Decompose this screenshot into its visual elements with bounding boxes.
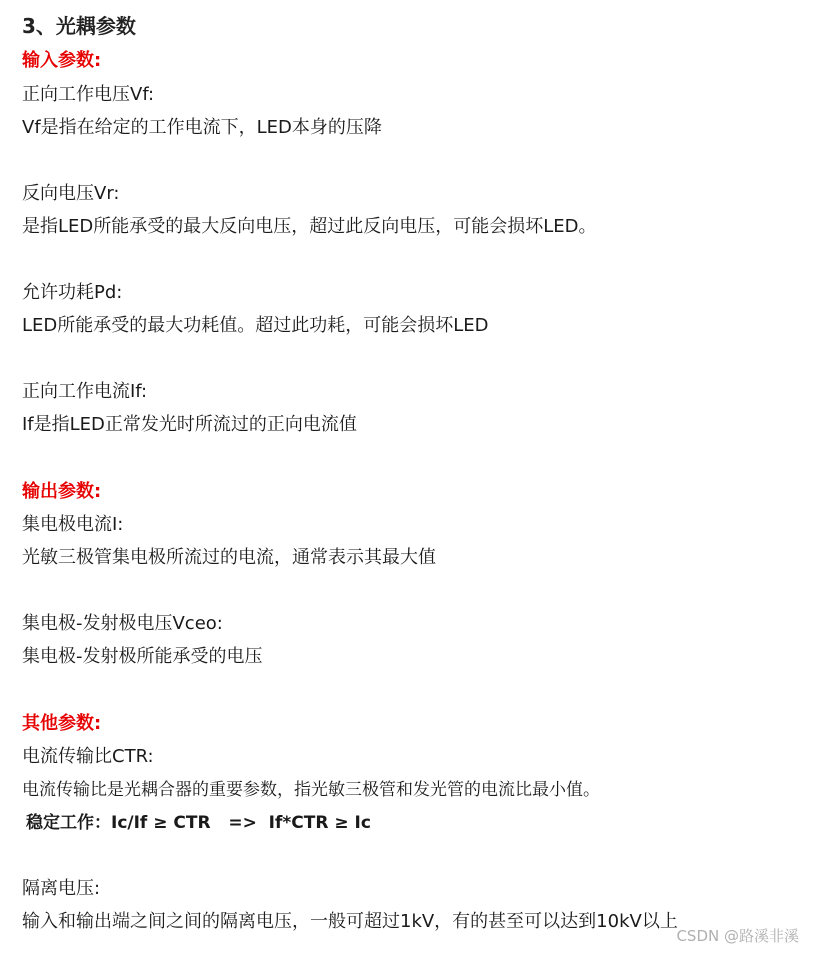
if-label: 正向工作电流If: (22, 381, 148, 402)
ctr-label: 电流传输比CTR: (22, 746, 154, 767)
input-params-heading: 输入参数: (22, 50, 102, 71)
vr-desc: 是指LED所能承受的最大反向电压，超过此反向电压，可能会损坏LED。 (22, 216, 597, 237)
ctr-desc: 电流传输比是光耦合器的重要参数，指光敏三极管和发光管的电流比最小值。 (22, 780, 600, 800)
ctr-formula: 稳定工作：Ic/If ≥ CTR => If*CTR ≥ Ic (26, 813, 371, 833)
csdn-watermark: CSDN @路溪非溪 (676, 927, 799, 945)
output-params-heading: 输出参数: (22, 481, 102, 502)
section-title: 3、光耦参数 (22, 14, 136, 38)
vceo-desc: 集电极-发射极所能承受的电压 (22, 646, 263, 667)
other-params-heading: 其他参数: (22, 713, 102, 734)
ic-label: 集电极电流I: (22, 514, 124, 535)
isolation-desc: 输入和输出端之间之间的隔离电压，一般可超过1kV，有的甚至可以达到10kV以上 (22, 911, 678, 932)
vceo-label: 集电极-发射极电压Vceo: (22, 613, 223, 634)
if-desc: If是指LED正常发光时所流过的正向电流值 (22, 414, 357, 435)
isolation-label: 隔离电压: (22, 878, 101, 899)
vr-label: 反向电压Vr: (22, 183, 120, 204)
pd-desc: LED所能承受的最大功耗值。超过此功耗，可能会损坏LED (22, 315, 489, 336)
pd-label: 允许功耗Pd: (22, 282, 123, 303)
vf-desc: Vf是指在给定的工作电流下，LED本身的压降 (22, 117, 382, 138)
vf-label: 正向工作电压Vf: (22, 84, 155, 105)
ic-desc: 光敏三极管集电极所流过的电流，通常表示其最大值 (22, 547, 436, 568)
